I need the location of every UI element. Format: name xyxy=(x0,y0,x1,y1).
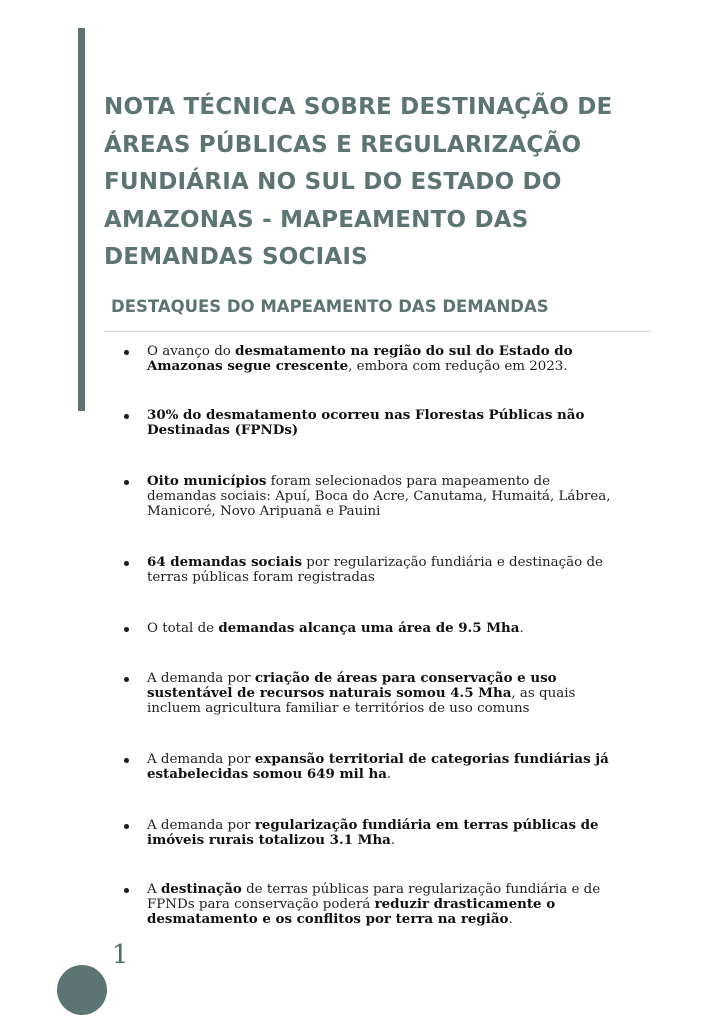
text-run: . xyxy=(508,912,513,927)
text-run: A xyxy=(147,882,161,897)
bold-text-run: expansão territorial de categorias fundiárias já estabelecidas somou 649 mil ha xyxy=(147,751,609,782)
list-item xyxy=(126,818,616,848)
bullet-icon xyxy=(124,480,129,485)
bullet-icon xyxy=(124,350,129,355)
list-item-text xyxy=(147,344,616,374)
text-run: de terras públicas para regularização fundiária e de FPNDs para conservação poderá xyxy=(147,882,601,912)
bold-text-run: 64 demandas sociais xyxy=(147,554,303,570)
list-item-text xyxy=(147,818,616,848)
list-item-text xyxy=(147,671,616,716)
list-item xyxy=(126,555,616,585)
document-title: NOTA TÉCNICA SOBRE DESTINAÇÃO DE ÁREAS PÚBLICAS E REGULARIZAÇÃO FUNDIÁRIA NO SUL DO ESTADO DO AMAZONAS - MAPEAMENTO DAS DEMANDAS SOCIAIS xyxy=(104,94,613,270)
text-run: O total de xyxy=(147,621,219,636)
text-run: A demanda por xyxy=(147,818,255,833)
list-item xyxy=(126,408,616,438)
page-number: 1 xyxy=(112,940,129,970)
text-run: . xyxy=(386,767,392,782)
bold-text-run: Oito municípios xyxy=(147,473,267,489)
text-run: foram selecionados para mapeamento de demandas sociais: Apuí, Boca do Acre, Canutama, Humaitá, Lábrea, Manicoré, Novo Aripuanã e Pauini xyxy=(147,474,611,519)
bullet-icon xyxy=(124,677,129,682)
list-item-text xyxy=(147,882,616,927)
bold-text-run: reduzir drasticamente o desmatamento e os conflitos por terra na região xyxy=(147,896,556,927)
text-run: A demanda por xyxy=(147,752,255,767)
list-item xyxy=(126,621,616,636)
text-run: , as quais incluem agricultura familiar e territórios de uso comuns xyxy=(147,686,576,716)
text-run: , embora com redução em 2023. xyxy=(348,359,568,374)
bullet-icon xyxy=(124,561,129,566)
accent-bar xyxy=(78,28,85,411)
bullet-icon xyxy=(124,824,129,829)
text-run: A demanda por xyxy=(147,671,255,686)
list-item xyxy=(126,671,616,716)
bullet-icon xyxy=(124,758,129,763)
bullet-icon xyxy=(124,414,129,419)
list-item-text xyxy=(147,621,616,636)
page-circle-decoration xyxy=(57,965,107,1015)
list-item-text xyxy=(147,408,616,438)
list-item xyxy=(126,474,616,519)
text-run: . xyxy=(519,621,524,636)
text-run: por regularização fundiária e destinação de terras públicas foram registradas xyxy=(147,555,603,585)
text-run: . xyxy=(390,833,396,848)
bullet-icon xyxy=(124,888,129,893)
divider xyxy=(104,331,651,332)
bold-text-run: regularização fundiária em terras públicas de imóveis rurais totalizou 3.1 Mha xyxy=(147,817,599,848)
text-run: O avanço do xyxy=(147,344,236,359)
list-item xyxy=(126,752,616,782)
bullet-icon xyxy=(124,627,129,632)
bold-text-run: 30% do desmatamento ocorreu nas Florestas Públicas não Destinadas (FPNDs) xyxy=(147,407,585,438)
list-item xyxy=(126,882,616,927)
bold-text-run: demandas alcança uma área de 9.5 Mha xyxy=(218,620,520,636)
bold-text-run: criação de áreas para conservação e uso sustentável de recursos naturais somou 4.5 Mha xyxy=(147,670,557,701)
bold-text-run: desmatamento na região do sul do Estado do Amazonas segue crescente xyxy=(147,343,573,374)
list-item-text xyxy=(147,474,616,519)
section-heading: DESTAQUES DO MAPEAMENTO DAS DEMANDAS xyxy=(111,297,549,316)
list-item xyxy=(126,344,616,374)
bold-text-run: destinação xyxy=(160,881,242,897)
list-item-text xyxy=(147,555,616,585)
list-item-text xyxy=(147,752,616,782)
